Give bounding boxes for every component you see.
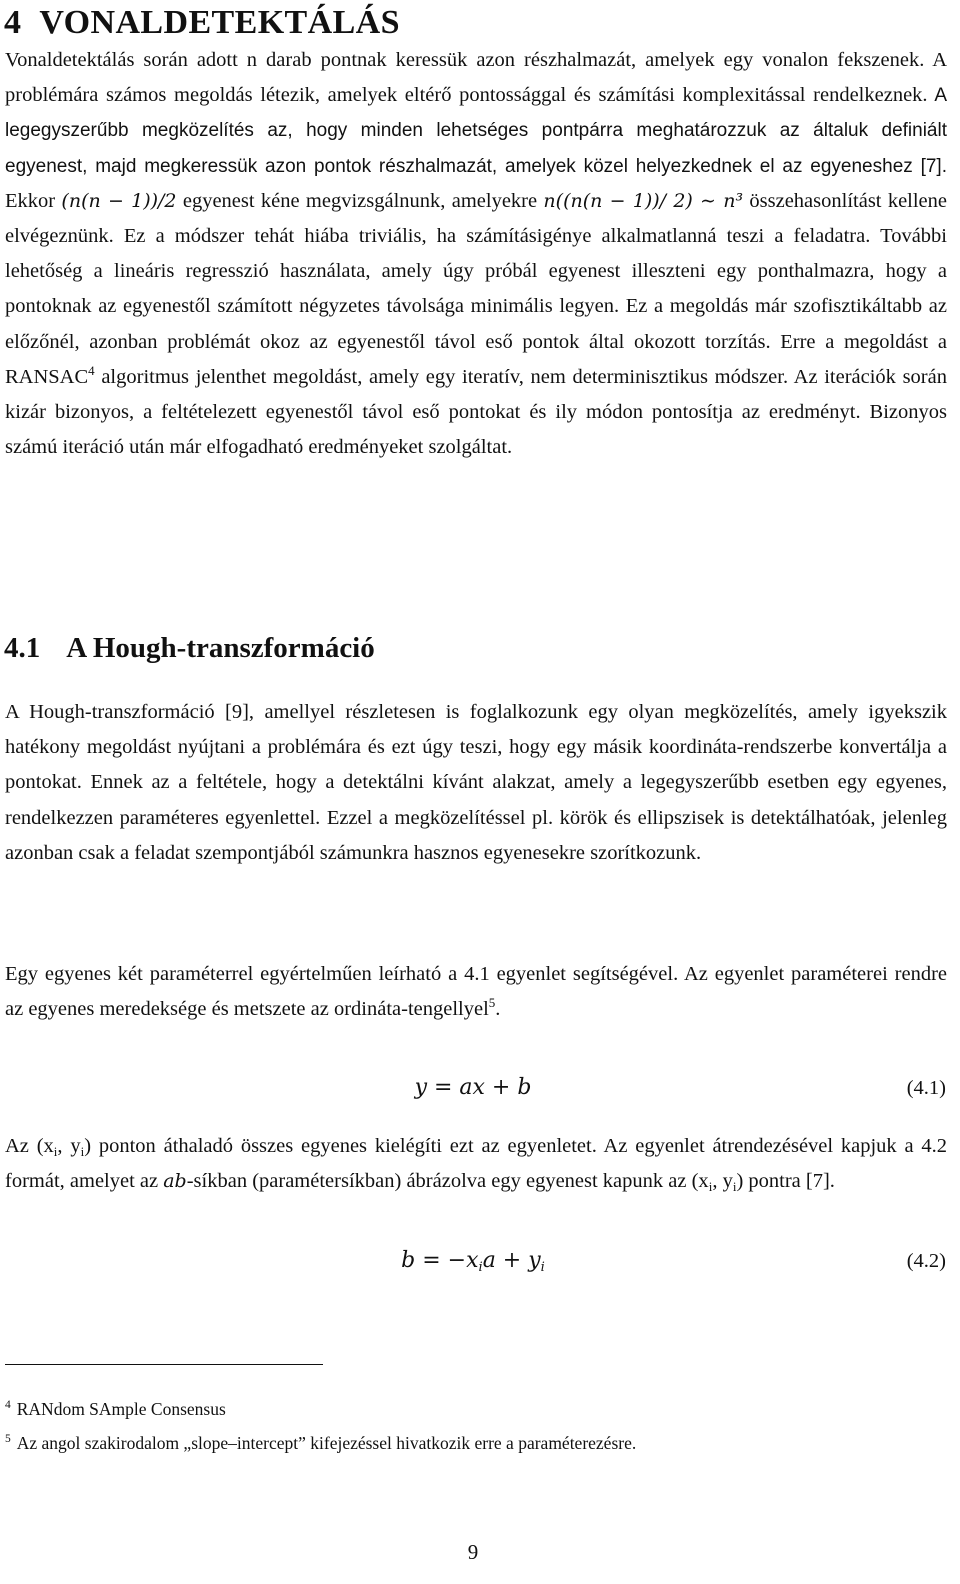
subscript-i: i bbox=[53, 1144, 58, 1159]
footnote-separator bbox=[5, 1364, 323, 1365]
after-eq-d: -síkban (paramétersíkban) ábrázolva egy egyenest kapunk az (x bbox=[186, 1170, 709, 1193]
ab-symbol: ab bbox=[163, 1170, 187, 1193]
equation-4-1 bbox=[0, 1075, 946, 1109]
hough-text-2-end: . bbox=[495, 998, 501, 1021]
intro-text-3: Ekkor bbox=[5, 189, 62, 212]
section-number: 4 bbox=[4, 4, 22, 41]
after-eq-e: , y bbox=[712, 1170, 733, 1193]
eq2-part-b: a + y bbox=[482, 1248, 541, 1273]
footnote-mark-4: 4 bbox=[5, 1399, 11, 1411]
intro-text-1: Vonaldetektálás során adott n darab pontnak keressük azon részhalmazát, amelyek egy vonalon fekszenek. A problémára számos megoldás létezik, amelyek eltérő pontossággal és számítási komplexitással rendelkeznek. bbox=[5, 49, 947, 107]
after-equation-paragraph bbox=[5, 1129, 947, 1199]
after-eq-c: ) ponton áthaladó összes egyenes kielégíti ezt az egyenletet. Az egyenlet átrendezésével kapjuk a 4.2 formát, amelyet az bbox=[5, 1135, 948, 1193]
equation-4-2 bbox=[0, 1248, 946, 1282]
subsection-heading bbox=[4, 632, 375, 665]
footnote-mark-5: 5 bbox=[5, 1433, 11, 1445]
subscript-i: i bbox=[708, 1179, 713, 1195]
hough-text-1: A Hough-transzformáció [9], amellyel részletesen is foglalkozunk egy olyan megközelítés, amely igyekszik hatékony megoldást nyújtani a problémára és ezt úgy teszi, hogy egy másik koordináta-rendszerbe konvertálja a pontokat. Ennek az a feltétele, hogy a detektálni kívánt alakzat, amely a legegyszerűbb esetben egy egyenes, rendelkezzen paraméteres egyenlettel. Ezzel a megközelítéssel pl. körök és ellipszisek is detektálhatóak, jelenleg azonban csak a feladat szempontjából számunkra hasznos egyenesekre szorítkozunk. bbox=[5, 701, 947, 864]
equation-4-2-expression bbox=[0, 1248, 946, 1273]
subsection-title: A Hough-transzformáció bbox=[66, 632, 375, 664]
formula-comparison-count: n((n(n − 1))/ 2) ∼ n³ bbox=[543, 189, 744, 212]
intro-text-5: összehasonlítást kellene elvégeznünk. Ez a módszer tehát hiába triviális, ha számításigénye alkalmatlanná teszi a feladatra. További lehetőség a lineáris regresszió használata, amely úgy próbál egyenest illeszteni egy ponthalmazra, hogy a pontoknak az egyenestől számított négyzetes távolsága minimális legyen. Ez a megoldás már szofisztikáltabb az előzőnél, azonban problémát okoz az egyenestől távol eső pontok által okozott torzítás. Erre a megoldást a RANSAC bbox=[5, 189, 948, 388]
subsection-number: 4.1 bbox=[4, 632, 41, 664]
intro-text-4: egyenest kéne megvizsgálnunk, amelyekre bbox=[176, 189, 544, 212]
section-title: VONALDETEKTÁLÁS bbox=[39, 4, 400, 41]
intro-text-6: algoritmus jelenthet megoldást, amely egy iteratív, nem determinisztikus módszer. Az iterációk során kizár bizonyos, a feltételezett egyenestől távol eső pontokat és ily módon pontosítja az eredményt. Bizonyos számú iteráció után már elfogadható eredményeket szolgáltat. bbox=[5, 365, 947, 459]
footnote-5 bbox=[5, 1432, 636, 1454]
subscript-i: i bbox=[80, 1144, 85, 1159]
footnote-ref-4: 4 bbox=[88, 362, 95, 378]
eq2-sub-2: i bbox=[540, 1260, 545, 1275]
hough-paragraph-2 bbox=[5, 957, 947, 1027]
section-heading bbox=[4, 4, 400, 42]
eq2-part-a: b = −x bbox=[401, 1248, 479, 1273]
after-eq-b: , y bbox=[57, 1135, 81, 1157]
hough-text-2: Egy egyenes két paraméterrel egyértelműen leírható a 4.1 egyenlet segítségével. Az egyenlet paraméterei rendre az egyenes meredeksége és metszete az ordináta-tengellyel bbox=[5, 963, 947, 1021]
page-number: 9 bbox=[467, 1540, 479, 1564]
subscript-i: i bbox=[732, 1179, 737, 1195]
hough-paragraph-1 bbox=[5, 695, 947, 871]
after-eq-f: ) pontra [7]. bbox=[736, 1170, 835, 1193]
footnote-text-5: Az angol szakirodalom „slope–intercept” kifejezéssel hivatkozik erre a paraméterezésre. bbox=[16, 1433, 637, 1453]
footnote-4 bbox=[5, 1398, 226, 1420]
equation-4-1-expression: y = ax + b bbox=[414, 1075, 532, 1100]
eq2-sub-1: i bbox=[478, 1260, 483, 1275]
equation-4-2-number: (4.2) bbox=[906, 1250, 946, 1272]
footnote-text-4: RANdom SAmple Consensus bbox=[16, 1399, 226, 1419]
formula-pair-count: (n(n − 1))/2 bbox=[61, 189, 177, 212]
intro-paragraph bbox=[5, 43, 947, 465]
intro-text-2: A legegyszerűbb megközelítés az, hogy minden lehetséges pontpárra meghatározzuk az általuk definiált egyenest, majd megkeressük azon pontok részhalmazát, amelyek közel helyezkednek el az egyeneshez [7]. bbox=[5, 85, 947, 177]
equation-4-1-number: (4.1) bbox=[906, 1077, 946, 1099]
footnote-ref-5: 5 bbox=[488, 995, 496, 1011]
after-eq-a: Az (x bbox=[5, 1135, 54, 1157]
